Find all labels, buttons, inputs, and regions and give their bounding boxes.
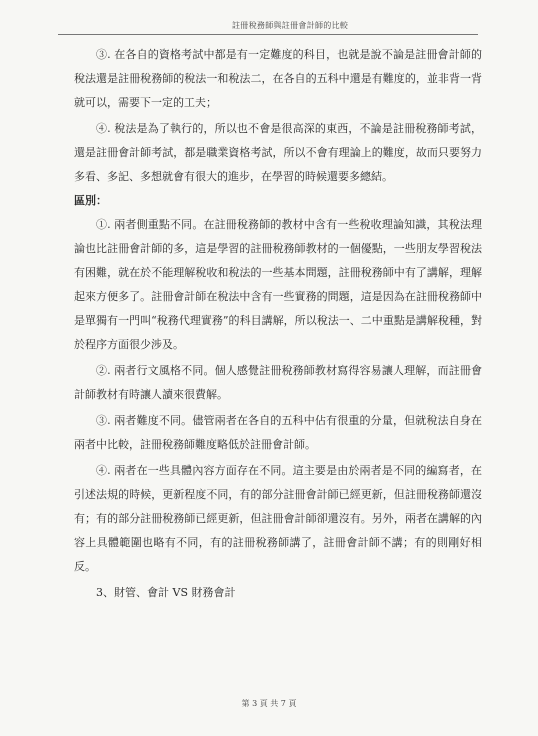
section-heading-finance: 3、財管、會計 VS 財務會計: [96, 586, 236, 599]
document-body: [74, 43, 482, 605]
page-header-title: 註冊稅務師與註冊會計師的比較: [232, 21, 349, 30]
paragraph-difference-3: ③. 兩者難度不同。儘管兩者在各自的五科中佔有很重的分量，但就稅法自身在兩者中比較，註冊稅務師難度略低於註冊會計師。: [74, 414, 482, 451]
paragraph-difference-2: ②. 兩者行文風格不同。個人感覺註冊稅務師教材寫得容易讓人理解，而註冊會計師教材有時讓人讀來很費解。: [74, 364, 482, 401]
header-divider: [58, 34, 478, 35]
paragraph-similarity-3: ③. 在各自的資格考試中都是有一定難度的科目，也就是說不論是註冊會計師的稅法還是註冊稅務師的稅法一和稅法二，在各自的五科中還是有難度的，並非背一背就可以，需要下一定的工夫；: [74, 48, 482, 109]
paragraph-difference-4: ④. 兩者在一些具體內容方面存在不同。這主要是由於兩者是不同的編寫者，在引述法規的時候，更新程度不同，有的部分註冊會計師已經更新，但註冊稅務師還沒有；有的部分註冊稅務師已經更新，但註冊會計師卻還沒有。另外，兩者在講解的內容上具體範圍也略有不同，有的註冊稅務師講了，註冊會計師不講；有的則剛好相反。: [74, 464, 482, 573]
paragraph-similarity-4: ④. 稅法是為了執行的，所以也不會是很高深的東西，不論是註冊稅務師考試，還是註冊會計師考試，都是職業資格考試，所以不會有理論上的難度，故而只要努力多看、多記、多想就會有很大的進步，在學習的時候還要多總結。: [74, 122, 482, 183]
paragraph-difference-1: ①. 兩者側重點不同。在註冊稅務師的教材中含有一些稅收理論知識，其稅法理論也比註冊會計師的多，這是學習的註冊稅務師教材的一個優點，一些朋友學習稅法有困難，就在於不能理解稅收和稅法的一些基本問題，註冊稅務師中有了講解，理解起來方便多了。註冊會計師在稅法中含有一些實務的問題，這是因為在註冊稅務師中是單獨有一門叫“稅務代理實務”的科目講解，所以稅法一、二中重點是講解稅種，對於程序方面很少涉及。: [74, 218, 482, 351]
page-number: 第 3 頁 共 7 頁: [241, 699, 297, 708]
section-heading-differences: 區別：: [74, 194, 107, 207]
